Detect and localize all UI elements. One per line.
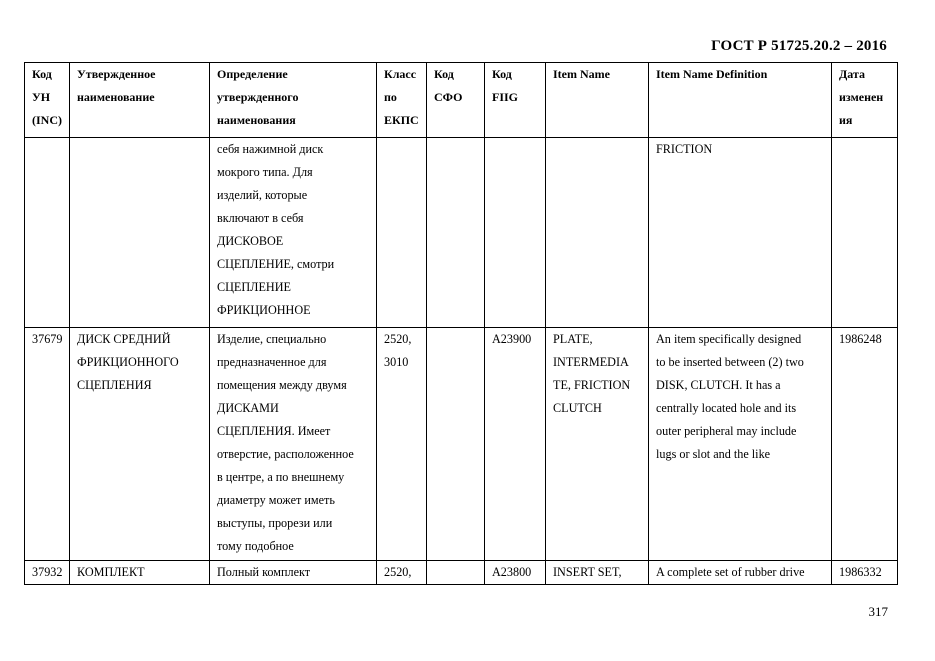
approved-names-table [24,62,898,585]
table-row [25,138,898,328]
table-row [25,561,898,585]
cell-item-name-definition: An item specifically designed to be inserted between (2) two DISK, CLUTCH. It has a centrally located hole and its outer peripheral may include lugs or slot and the like [649,328,832,561]
cell-inc: 37932 [25,561,70,585]
cell-definition: Изделие, специально предназначенное для помещения между двумя ДИСКАМИ СЦЕПЛЕНИЯ. Имеет отверстие, расположенное в центре, а по внешнему диаметру может иметь выступы, прорези или тому подобное [210,328,377,561]
page-number: 317 [868,604,888,619]
cell-item-name [546,138,649,328]
cell-change-date: 1986332 [832,561,898,585]
cell-approved-name [70,138,210,328]
header-item-name-definition: Item Name Definition [649,63,832,138]
cell-ekps-class: 2520, [377,561,427,585]
cell-fiig-code [485,138,546,328]
cell-fiig-code: A23800 [485,561,546,585]
cell-sfo-code [427,561,485,585]
header-ekps-class: Класс по ЕКПС [377,63,427,138]
header-change-date: Дата изменен ия [832,63,898,138]
cell-item-name-definition: A complete set of rubber drive [649,561,832,585]
table-header-row [25,63,898,138]
cell-change-date: 1986248 [832,328,898,561]
cell-inc: 37679 [25,328,70,561]
cell-approved-name: КОМПЛЕКТ [70,561,210,585]
cell-approved-name: ДИСК СРЕДНИЙ ФРИКЦИОННОГО СЦЕПЛЕНИЯ [70,328,210,561]
cell-sfo-code [427,138,485,328]
cell-item-name: PLATE, INTERMEDIA TE, FRICTION CLUTCH [546,328,649,561]
cell-inc [25,138,70,328]
cell-ekps-class: 2520, 3010 [377,328,427,561]
cell-sfo-code [427,328,485,561]
header-sfo-code: Код СФО [427,63,485,138]
header-approved-name: Утвержденное наименование [70,63,210,138]
table-row [25,328,898,561]
header-definition: Определение утвержденного наименования [210,63,377,138]
header-item-name: Item Name [546,63,649,138]
header-inc: Код УН (INC) [25,63,70,138]
cell-definition: себя нажимной диск мокрого типа. Для изделий, которые включают в себя ДИСКОВОЕ СЦЕПЛЕНИЕ, смотри СЦЕПЛЕНИЕ ФРИКЦИОННОЕ [210,138,377,328]
cell-definition: Полный комплект [210,561,377,585]
cell-ekps-class [377,138,427,328]
cell-item-name: INSERT SET, [546,561,649,585]
header-fiig-code: Код FIIG [485,63,546,138]
cell-item-name-definition: FRICTION [649,138,832,328]
cell-change-date [832,138,898,328]
cell-fiig-code: A23900 [485,328,546,561]
document-standard-header: ГОСТ Р 51725.20.2 – 2016 [711,38,887,54]
